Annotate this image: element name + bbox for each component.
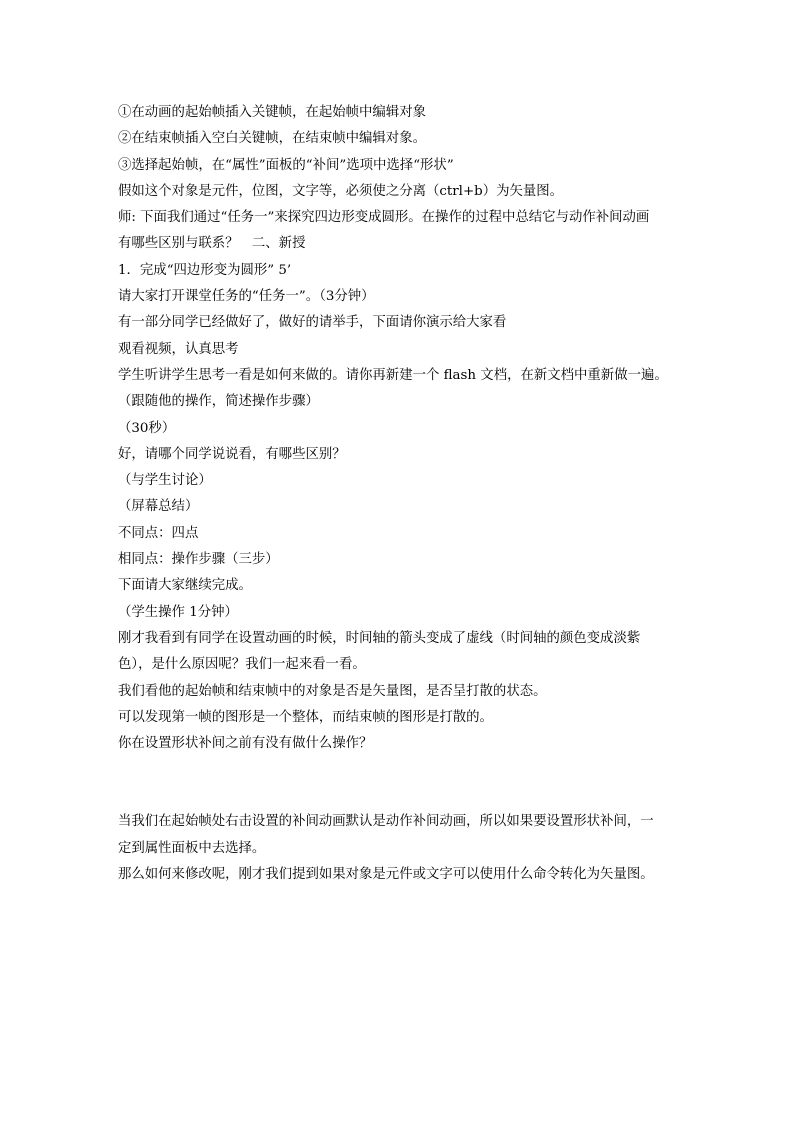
paragraph-observation-1: 刚才我看到有同学在设置动画的时候，时间轴的箭头变成了虚线（时间轴的颜色变成淡紫 bbox=[118, 630, 641, 646]
paragraph-check-frames: 我们看他的起始帧和结束帧中的对象是否是矢量图，是否呈打散的状态。 bbox=[118, 683, 547, 699]
paragraph-modify: 那么如何来修改呢，刚才我们提到如果对象是元件或文字可以使用什么命令转化为矢量图。 bbox=[118, 867, 654, 883]
paragraph-follow: （跟随他的操作，简述操作步骤） bbox=[118, 394, 319, 410]
paragraph-right-click-1: 当我们在起始帧处右击设置的补间动画默认是动作补间动画，所以如果要设置形状补间，一 bbox=[118, 814, 654, 830]
paragraph-finding: 可以发现第一帧的图形是一个整体，而结束帧的图形是打散的。 bbox=[118, 709, 493, 725]
paragraph-note: 假如这个对象是元件，位图，文字等，必须使之分离（ctrl+b）为矢量图。 bbox=[118, 183, 564, 199]
paragraph-question: 好，请哪个同学说说看，有哪些区别？ bbox=[118, 446, 346, 462]
paragraph-discuss: （与学生讨论） bbox=[118, 473, 212, 489]
paragraph-differences: 不同点：四点 bbox=[118, 525, 199, 541]
paragraph-teacher-2: 有哪些区别与联系？ 二、新授 bbox=[118, 236, 306, 252]
paragraph-summary: （屏幕总结） bbox=[118, 499, 199, 515]
paragraph-step-2: ②在结束帧插入空白关键帧，在结束帧中编辑对象。 bbox=[118, 131, 426, 147]
paragraph-teacher-1: 师: 下面我们通过“任务一”来探究四边形变成圆形。在操作的过程中总结它与动作补间动画 bbox=[118, 210, 650, 226]
paragraph-right-click-2: 定到属性面板中去选择。 bbox=[118, 840, 266, 856]
paragraph-step-1: ①在动画的起始帧插入关键帧，在起始帧中编辑对象 bbox=[118, 105, 426, 120]
document-body bbox=[118, 100, 678, 888]
paragraph-task-heading: 1．完成“四边形变为圆形” 5’ bbox=[118, 262, 292, 278]
paragraph-student-op: （学生操作 1分钟） bbox=[118, 604, 238, 620]
paragraph-similarities: 相同点：操作步骤（三步） bbox=[118, 552, 279, 568]
paragraph-time: （30秒） bbox=[118, 420, 176, 436]
paragraph-ask-operation: 你在设置形状补间之前有没有做什么操作？ bbox=[118, 736, 373, 752]
paragraph-open-task: 请大家打开课堂任务的“任务一”。（3分钟） bbox=[118, 289, 375, 305]
paragraph-step-3: ③选择起始帧，在“属性”面板的“补间”选项中选择“形状” bbox=[118, 157, 454, 173]
paragraph-spacing bbox=[118, 757, 678, 809]
paragraph-observation-2: 色），是什么原因呢？我们一起来看一看。 bbox=[118, 657, 366, 673]
paragraph-continue: 下面请大家继续完成。 bbox=[118, 578, 252, 594]
paragraph-demo: 有一部分同学已经做好了，做好的请举手，下面请你演示给大家看 bbox=[118, 315, 507, 331]
paragraph-new-document: 学生听讲学生思考一看是如何来做的。请你再新建一个 flash 文档，在新文档中重新做一遍。 bbox=[118, 367, 668, 383]
paragraph-watch: 观看视频，认真思考 bbox=[118, 341, 239, 357]
